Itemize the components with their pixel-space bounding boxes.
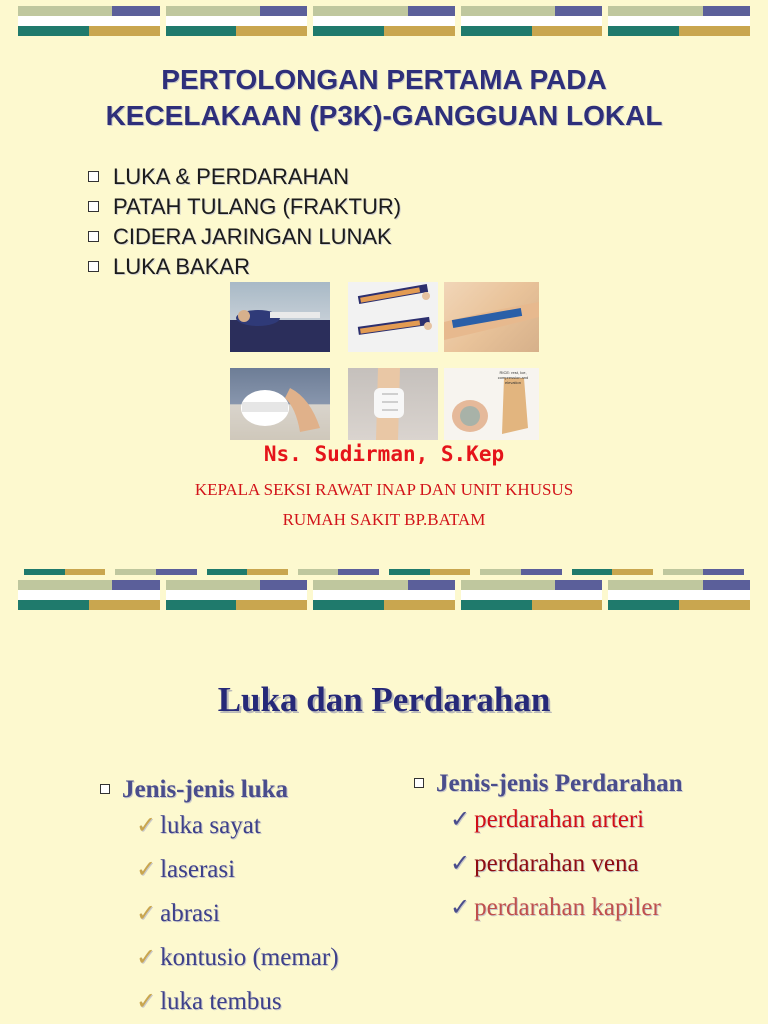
photo-leg-splints xyxy=(348,282,438,352)
topic-item xyxy=(88,252,401,282)
square-bullet-icon xyxy=(88,231,99,242)
list-item xyxy=(136,980,339,1024)
checkmark-icon: ✓ xyxy=(136,857,157,883)
topic-label: LUKA BAKAR xyxy=(113,254,250,279)
photo-arm-splint xyxy=(444,282,539,352)
photo-head-bandage xyxy=(230,368,330,440)
list-item xyxy=(136,892,339,936)
slide-2-title: Luka dan Perdarahan xyxy=(217,680,551,719)
author-hospital: RUMAH SAKIT BP.BATAM xyxy=(282,510,486,529)
topic-item xyxy=(88,222,401,252)
checkmark-icon: ✓ xyxy=(136,901,157,927)
topic-item xyxy=(88,162,401,192)
title-line-1: PERTOLONGAN PERTAMA PADA xyxy=(161,64,607,95)
list-item-label: perdarahan vena xyxy=(474,850,639,877)
photo-knee-bandage xyxy=(348,368,438,440)
list-item xyxy=(450,886,683,930)
wound-types-heading xyxy=(100,776,339,804)
checkmark-icon: ✓ xyxy=(136,989,157,1015)
list-item-label: luka sayat xyxy=(160,812,261,839)
list-item xyxy=(136,804,339,848)
photo-splinted-patient xyxy=(230,282,330,352)
list-item-label: perdarahan arteri xyxy=(474,806,645,833)
list-item-label: luka tembus xyxy=(160,988,282,1015)
checkmark-icon: ✓ xyxy=(450,895,471,921)
topic-label: CIDERA JARINGAN LUNAK xyxy=(113,224,392,249)
list-item xyxy=(136,848,339,892)
slide-1-title xyxy=(0,62,768,134)
author-role: KEPALA SEKSI RAWAT INAP DAN UNIT KHUSUS xyxy=(194,480,574,499)
author-name: Ns. Sudirman, S.Kep xyxy=(263,442,505,466)
bleeding-types-list xyxy=(450,798,683,930)
topic-label: LUKA & PERDARAHAN xyxy=(113,164,349,189)
bleeding-types-heading-label: Jenis-jenis Perdarahan xyxy=(436,770,683,797)
square-bullet-icon xyxy=(88,201,99,212)
list-item xyxy=(136,936,339,980)
list-item-label: abrasi xyxy=(160,900,220,927)
square-bullet-icon xyxy=(100,784,110,794)
checkmark-icon: ✓ xyxy=(450,851,471,877)
topic-item xyxy=(88,192,401,222)
topic-list xyxy=(88,162,401,282)
wound-types-column xyxy=(100,776,339,1024)
square-bullet-icon xyxy=(88,171,99,182)
square-bullet-icon xyxy=(414,778,424,788)
photo-rice-ankle xyxy=(444,368,539,440)
bleeding-types-heading xyxy=(414,770,683,798)
rice-caption: RICE: rest, Ice, compression and elevation xyxy=(497,370,529,385)
wound-types-heading-label: Jenis-jenis luka xyxy=(122,776,289,803)
square-bullet-icon xyxy=(88,261,99,272)
checkmark-icon: ✓ xyxy=(136,813,157,839)
checkmark-icon: ✓ xyxy=(136,945,157,971)
wound-types-list xyxy=(136,804,339,1024)
slide-2 xyxy=(0,612,768,1024)
title-line-2: KECELAKAAN (P3K)-GANGGUAN LOKAL xyxy=(105,100,663,131)
list-item xyxy=(450,798,683,842)
list-item-label: perdarahan kapiler xyxy=(474,894,661,921)
decorative-band-slide2 xyxy=(18,580,750,610)
decorative-band-top xyxy=(18,6,750,36)
list-item-label: kontusio (memar) xyxy=(160,944,339,971)
decorative-thin-band xyxy=(24,569,744,575)
list-item-label: laserasi xyxy=(160,856,236,883)
checkmark-icon: ✓ xyxy=(450,807,471,833)
topic-label: PATAH TULANG (FRAKTUR) xyxy=(113,194,402,219)
bleeding-types-column xyxy=(414,770,683,930)
list-item xyxy=(450,842,683,886)
